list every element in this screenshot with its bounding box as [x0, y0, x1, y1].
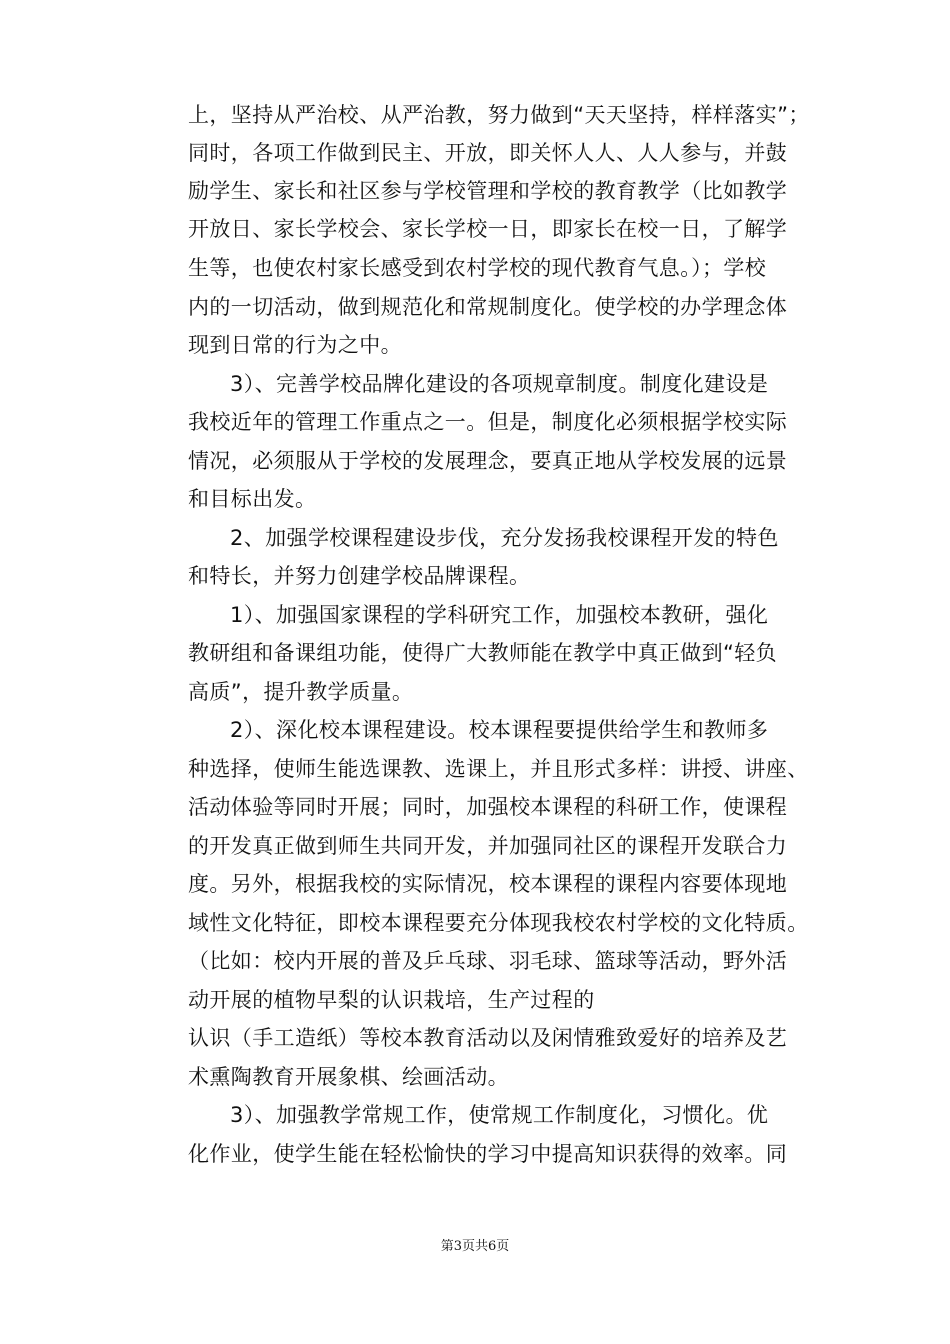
page-number: 第3页共6页	[440, 1239, 510, 1254]
text-line: 和目标出发。	[188, 487, 317, 511]
text-line: 现到日常的行为之中。	[188, 333, 402, 357]
text-line: 高质”，提升教学质量。	[188, 680, 414, 704]
text-line: 1）、加强国家课程的学科研究工作，加强校本教研，强化	[230, 603, 769, 627]
text-line: 3）、加强教学常规工作，使常规工作制度化，习惯化。优	[230, 1103, 769, 1127]
text-line: 和特长，并努力创建学校品牌课程。	[188, 564, 531, 588]
text-line: 情况，必须服从于学校的发展理念，要真正地从学校发展的远景	[188, 449, 788, 473]
text-line: 生等，也使农村家长感受到农村学校的现代教育气息。）；学校	[188, 256, 767, 280]
text-line: 开放日、家长学校会、家长学校一日，即家长在校一日，了解学	[188, 217, 788, 241]
text-line: 术熏陶教育开展象棋、绘画活动。	[188, 1065, 509, 1089]
text-line: 的开发真正做到师生共同开发，并加强同社区的课程开发联合力	[188, 834, 788, 858]
text-line: 教研组和备课组功能，使得广大教师能在教学中真正做到“轻负	[188, 641, 778, 665]
text-line: 度。另外，根据我校的实际情况，校本课程的课程内容要体现地	[188, 872, 788, 896]
text-line: 励学生、家长和社区参与学校管理和学校的教育教学（比如教学	[188, 179, 788, 203]
text-line: 3）、完善学校品牌化建设的各项规章制度。制度化建设是	[230, 372, 769, 396]
text-line: 上，坚持从严治校、从严治教，努力做到“天天坚持，样样落实”；	[188, 103, 810, 127]
text-line: 同时，各项工作做到民主、开放，即关怀人人、人人参与，并鼓	[188, 141, 788, 165]
text-line: 种选择，使师生能选课教、选课上，并且形式多样：讲授、讲座、	[188, 757, 809, 781]
text-line: 化作业，使学生能在轻松愉快的学习中提高知识获得的效率。同	[188, 1142, 788, 1166]
text-line: 2、加强学校课程建设步伐，充分发扬我校课程开发的特色	[230, 526, 779, 550]
text-line: 我校近年的管理工作重点之一。但是，制度化必须根据学校实际	[188, 410, 788, 434]
text-line: 2）、深化校本课程建设。校本课程要提供给学生和教师多	[230, 718, 769, 742]
text-line: 内的一切活动，做到规范化和常规制度化。使学校的办学理念体	[188, 295, 788, 319]
text-line: （比如：校内开展的普及乒乓球、羽毛球、篮球等活动，野外活	[188, 949, 788, 973]
text-line: 活动体验等同时开展；同时，加强校本课程的科研工作，使课程	[188, 795, 788, 819]
text-line: 认识（手工造纸）等校本教育活动以及闲情雅致爱好的培养及艺	[188, 1026, 788, 1050]
text-line: 动开展的植物早梨的认识栽培，生产过程的	[188, 988, 595, 1012]
text-line: 域性文化特征，即校本课程要充分体现我校农村学校的文化特质。	[188, 911, 809, 935]
